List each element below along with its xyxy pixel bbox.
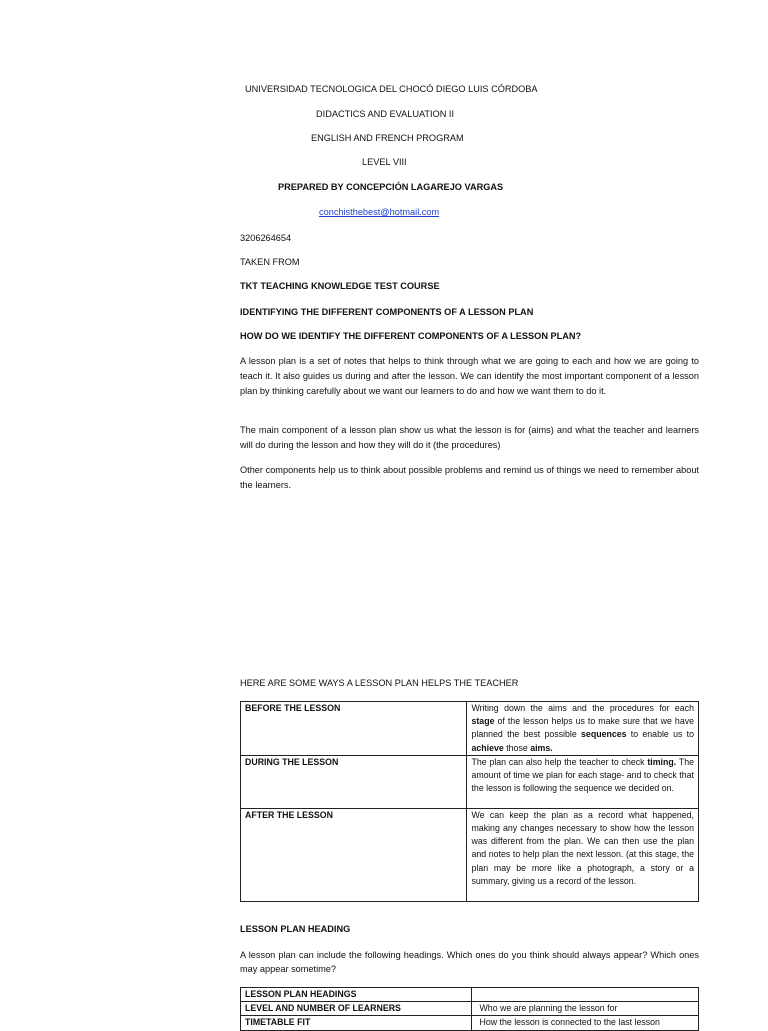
desc-cell: [471, 988, 699, 1002]
table-row: [241, 988, 699, 1002]
course-title: DIDACTICS AND EVALUATION II: [316, 109, 455, 119]
email-link[interactable]: conchisthebest@hotmail.com: [319, 207, 440, 217]
table-row: [241, 702, 699, 756]
heading-question: A lesson plan can include the following headings. Which ones do you think should always appear? Which ones may appear sometime?: [240, 950, 699, 974]
table-row: [241, 808, 699, 901]
desc-cell: Who we are planning the lesson for: [471, 1002, 699, 1016]
paragraph-other-components: Other components help us to think about possible problems and remind us of things we need to remember about the learners.: [240, 465, 699, 490]
author-line: PREPARED BY CONCEPCIÓN LAGAREJO VARGAS: [278, 182, 504, 192]
row-label: DURING THE LESSON: [241, 755, 467, 808]
heading-cell: LEVEL AND NUMBER OF LEARNERS: [241, 1002, 472, 1016]
table-row: [241, 755, 699, 808]
row-description: Writing down the aims and the procedures for each stage of the lesson helps us to make sure that we have planned the best possible sequences to enable us to achieve those aims.: [467, 702, 699, 756]
university-name: UNIVERSIDAD TECNOLOGICA DEL CHOCÓ DIEGO LUIS CÓRDOBA: [245, 84, 538, 94]
source-title: TKT TEACHING KNOWLEDGE TEST COURSE: [240, 281, 440, 291]
ways-table: [240, 701, 699, 902]
paragraph-lesson-plan-definition: A lesson plan is a set of notes that helps to think through what we are going to each and how we are going to teach it. It also guides us during and after the lesson. We can identify the most important component of a lesson plan by thinking carefully about we want our learners to do and how we want them to do it.: [240, 356, 699, 396]
table-row: [241, 1016, 699, 1030]
heading-cell: LESSON PLAN HEADINGS: [241, 988, 472, 1002]
row-label: BEFORE THE LESSON: [241, 702, 467, 756]
level-label: LEVEL VIII: [362, 157, 407, 167]
taken-from-label: TAKEN FROM: [240, 257, 300, 267]
row-description: The plan can also help the teacher to check timing. The amount of time we plan for each stage- and to check that the lesson is following the sequence we decided on.: [467, 755, 699, 808]
paragraph-main-component: The main component of a lesson plan show us what the lesson is for (aims) and what the teacher and learners will do during the lesson and how they will do it (the procedures): [240, 425, 699, 450]
row-description: We can keep the plan as a record what happened, making any changes necessary to show how the lesson was different from the plan. We can then use the plan and notes to help plan the next lesson. (at this stage, the plan may be more like a photograph, a story or a summary, giving us a record of the lesson.: [467, 808, 699, 901]
headings-table: [240, 987, 699, 1031]
row-label: AFTER THE LESSON: [241, 808, 467, 901]
section-question: HOW DO WE IDENTIFY THE DIFFERENT COMPONENTS OF A LESSON PLAN?: [240, 331, 582, 341]
table-row: [241, 1002, 699, 1016]
heading-cell: TIMETABLE FIT: [241, 1016, 472, 1030]
heading-section-title: LESSON PLAN HEADING: [240, 924, 351, 934]
program-name: ENGLISH AND FRENCH PROGRAM: [311, 133, 464, 143]
ways-intro: HERE ARE SOME WAYS A LESSON PLAN HELPS THE TEACHER: [240, 678, 519, 688]
desc-cell: How the lesson is connected to the last lesson: [471, 1016, 699, 1030]
section-title-components: IDENTIFYING THE DIFFERENT COMPONENTS OF A LESSON PLAN: [240, 307, 534, 317]
phone-number: 3206264654: [240, 233, 292, 243]
